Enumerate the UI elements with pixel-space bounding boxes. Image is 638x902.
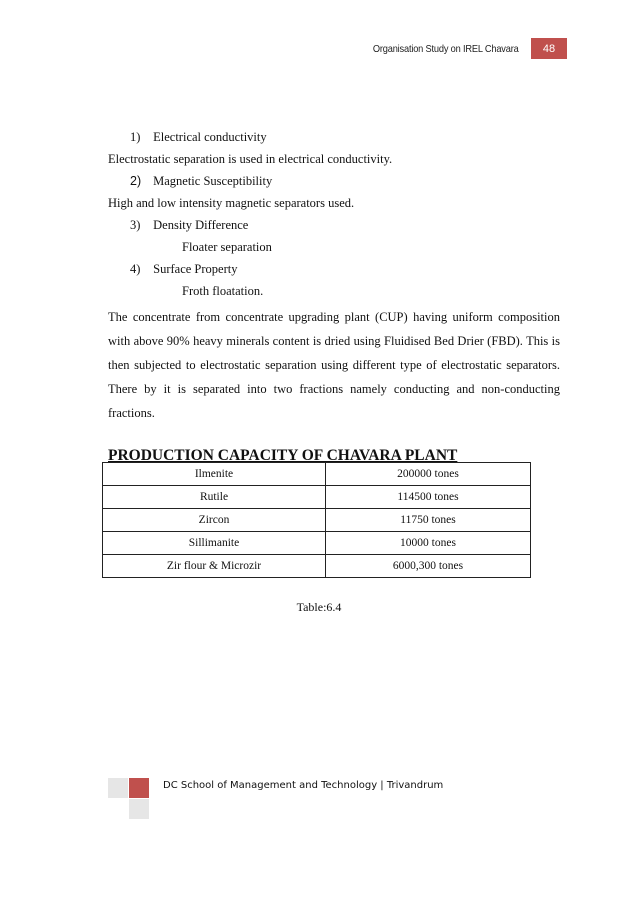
list-label: Density Difference <box>153 218 249 232</box>
list-item <box>108 126 560 148</box>
table-caption: Table:6.4 <box>296 600 342 614</box>
list-label: Magnetic Susceptibility <box>153 174 273 188</box>
list-number: 2) <box>130 174 142 188</box>
footer-text: DC School of Management and Technology | Trivandrum <box>163 780 444 791</box>
table-row <box>103 463 531 486</box>
capacity-cell: 114500 tones <box>326 486 531 509</box>
capacity-cell: 6000,300 tones <box>326 555 531 578</box>
list-number: 1) <box>130 130 141 144</box>
product-cell: Sillimanite <box>103 532 326 555</box>
product-cell: Ilmenite <box>103 463 326 486</box>
list-label: Electrical conductivity <box>153 130 267 144</box>
body-line: High and low intensity magnetic separators used. <box>108 196 355 210</box>
page-number-badge: 48 <box>531 38 567 59</box>
sub-item: Froth floatation. <box>182 284 264 298</box>
list-label: Surface Property <box>153 262 238 276</box>
capacity-cell: 200000 tones <box>326 463 531 486</box>
production-table <box>102 462 531 578</box>
footer-square <box>129 778 149 798</box>
list-number: 3) <box>130 218 141 232</box>
table-row <box>103 532 531 555</box>
capacity-cell: 11750 tones <box>326 509 531 532</box>
body-paragraph: The concentrate from concentrate upgrading plant (CUP) having uniform composition with above 90% heavy minerals content is dried using Fluidised Bed Drier (FBD). This is then subjected to electrostatic separation using different type of electrostatic separators. There by it is separated into two fractions namely conducting and non-conducting fractions. <box>108 310 560 420</box>
footer-square <box>129 799 149 819</box>
table-row <box>103 509 531 532</box>
page-content <box>108 126 560 467</box>
body-line: Electrostatic separation is used in electrical conductivity. <box>108 152 393 166</box>
product-cell: Zircon <box>103 509 326 532</box>
header-title: Organisation Study on IREL Chavara <box>373 42 519 55</box>
section-heading: PRODUCTION CAPACITY OF CHAVARA PLANT <box>108 447 458 464</box>
list-item <box>108 214 560 236</box>
product-cell: Zir flour & Microzir <box>103 555 326 578</box>
product-cell: Rutile <box>103 486 326 509</box>
capacity-cell: 10000 tones <box>326 532 531 555</box>
list-item <box>108 170 560 192</box>
table-row <box>103 555 531 578</box>
list-number: 4) <box>130 262 141 276</box>
footer-square <box>108 778 128 798</box>
page-header <box>353 38 567 59</box>
sub-item: Floater separation <box>182 240 272 254</box>
list-item <box>108 258 560 280</box>
table-row <box>103 486 531 509</box>
